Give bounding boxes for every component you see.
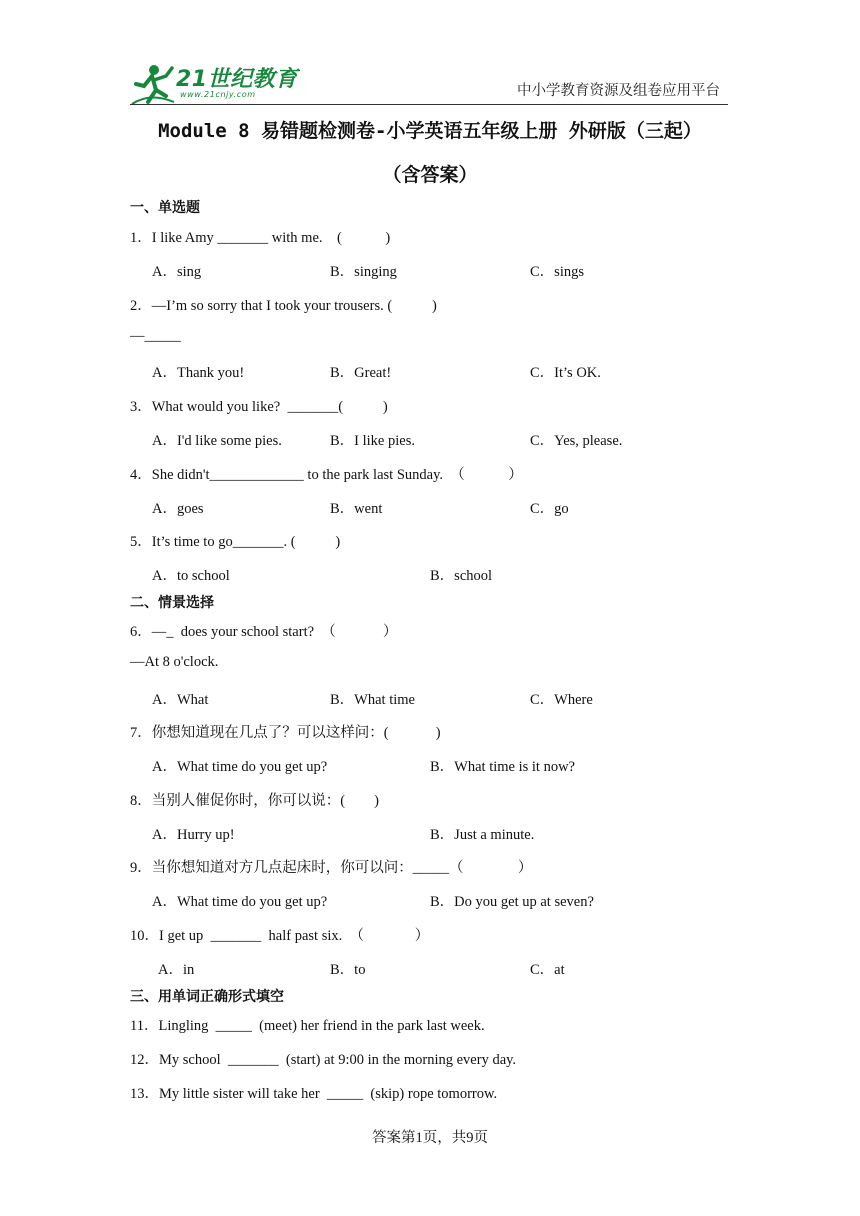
q5-option-b: B．school — [430, 568, 493, 584]
q4-option-a: A．goes — [152, 501, 204, 517]
section-heading-2: 二、情景选择 — [130, 595, 214, 611]
q3-option-a: A．I'd like some pies. — [152, 433, 282, 449]
question-9: 9．当你想知道对方几点起床时，你可以问：_____（ ） — [130, 860, 533, 876]
q3-option-c: C．Yes, please. — [530, 433, 623, 449]
logo-url: www.21cnjy.com — [180, 90, 256, 99]
q4-option-c: C．go — [530, 501, 569, 517]
question-11: 11．Lingling _____ (meet) her friend in the park last week. — [130, 1018, 485, 1034]
question-2-response: —_____ — [130, 328, 181, 344]
q5-option-a: A．to school — [152, 568, 230, 584]
q8-option-a: A．Hurry up! — [152, 827, 235, 843]
question-6: 6．—_ does your school start? （ ） — [130, 624, 398, 640]
question-3: 3．What would you like? _______( ) — [130, 399, 388, 415]
section-heading-1: 一、单选题 — [130, 200, 200, 216]
question-4: 4．She didn't_____________ to the park last Sunday. （ ） — [130, 467, 523, 483]
q10-option-b: B．to — [330, 962, 366, 978]
q2-option-a: A．Thank you! — [152, 365, 245, 381]
q7-option-b: B．What time is it now? — [430, 759, 575, 775]
header-divider — [130, 104, 728, 105]
q10-option-c: C．at — [530, 962, 565, 978]
q6-option-a: A．What — [152, 692, 209, 708]
platform-label: 中小学教育资源及组卷应用平台 — [517, 83, 720, 99]
question-12: 12．My school _______ (start) at 9:00 in the morning every day. — [130, 1052, 517, 1068]
question-5: 5．It’s time to go_______. ( ) — [130, 534, 341, 550]
q1-option-c: C．sings — [530, 264, 584, 280]
q3-option-b: B．I like pies. — [330, 433, 415, 449]
q1-option-b: B．singing — [330, 264, 397, 280]
q6-option-b: B．What time — [330, 692, 415, 708]
logo — [130, 62, 300, 108]
q6-option-c: C．Where — [530, 692, 593, 708]
q4-option-b: B．went — [330, 501, 383, 517]
q10-option-a: A．in — [158, 962, 195, 978]
q2-option-c: C．It’s OK. — [530, 365, 601, 381]
q8-option-b: B．Just a minute. — [430, 827, 535, 843]
q9-option-b: B．Do you get up at seven? — [430, 894, 594, 910]
q9-option-a: A．What time do you get up? — [152, 894, 328, 910]
question-8: 8．当别人催促你时，你可以说：( ) — [130, 793, 379, 809]
runner-icon — [130, 62, 176, 108]
question-7: 7．你想知道现在几点了？可以这样问：( ) — [130, 725, 441, 741]
document-title: Module 8 易错题检测卷-小学英语五年级上册 外研版（三起） — [158, 120, 702, 142]
logo-text: 21世纪教育 — [176, 67, 298, 92]
question-6-response: —At 8 o'clock. — [130, 654, 219, 670]
q2-option-b: B．Great! — [330, 365, 392, 381]
q7-option-a: A．What time do you get up? — [152, 759, 328, 775]
q1-option-a: A．sing — [152, 264, 202, 280]
question-13: 13．My little sister will take her _____ (skip) rope tomorrow. — [130, 1086, 498, 1102]
question-10: 10．I get up _______ half past six. （ ） — [130, 928, 430, 944]
document-subtitle: （含答案） — [382, 164, 478, 186]
page-footer: 答案第1页，共9页 — [372, 1130, 488, 1146]
section-heading-3: 三、用单词正确形式填空 — [130, 989, 284, 1005]
question-2: 2．—I’m so sorry that I took your trousers. ( ) — [130, 298, 437, 314]
question-1: 1．I like Amy _______ with me. ( ) — [130, 230, 391, 246]
